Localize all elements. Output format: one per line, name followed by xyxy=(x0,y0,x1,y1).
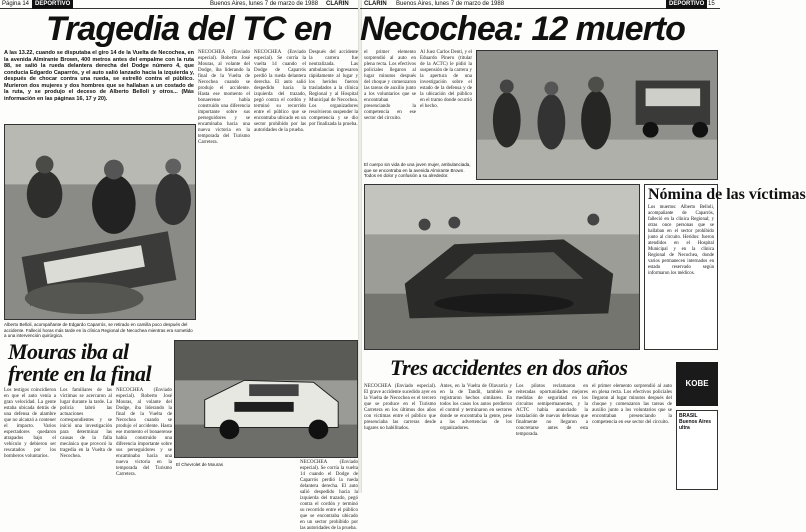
mouras-column-1: Los testigos coincidieron en que el auto venía a gran velocidad. La gente estaba ubicada detrás de una defensa de alambre que no alcanzó a contener el impacto. Varios espectadores quedaron atrapados bajo el vehículo y debieron ser rescatados por los bomberos voluntarios. xyxy=(4,388,56,459)
crash-scene-photo xyxy=(4,124,196,320)
brasil-advertisement: BRASIL Buenos Aires ultra xyxy=(676,410,718,490)
crowd-photo-caption: El cuerpo sin vida de una joven mujer, ambulanciada, que se encontraba en la avenida Almirante Brown. Todos en dolor y confusión a su alrededor. xyxy=(364,162,471,178)
article-column-1: NECOCHEA (Enviado especial). Roberto José Mouras, al volante del Dodge, iba liderando la final de la Vuelta de Necochea cuando se produjo el accidente. Hasta ese momento el bonaerense había construido una diferencia importante sobre sus perseguidores y se encaminaba hacia una nueva victoria en la temporada del Turismo Carretera. xyxy=(198,50,250,145)
right-header-paper: CLARIN xyxy=(364,1,387,7)
crash-photo-caption: Alberto Belloli, acompañante de Edgardo Caparrós, se retirado en camilla poco después del accidente. Falleció horas más tarde en la clínica Regional de Necochea mientras era sometido a una intervención quirúrgica. xyxy=(4,322,193,338)
right-page-header xyxy=(360,0,720,9)
victims-list-title: Nómina de las víctimas xyxy=(648,186,806,203)
left-section-label: DEPORTIVO xyxy=(32,0,73,9)
mouras-column-3: NECOCHEA (Enviado especial). Roberto José Mouras, al volante del Dodge, iba liderando la final de la Vuelta de Necochea cuando se produjo el accidente. Hasta ese momento el bonaerense había construido una diferencia importante sobre sus perseguidores y se encaminaba hacia una nueva victoria en la temporada del Turismo Carretera. xyxy=(116,388,172,477)
victims-list-text: Los muertos: Alberto Belloli, acompañante de Caparrós, falleció en la clínica Regional; y otras once personas que se hallaban en el sector prohibido junto al circuito. Heridos: fueron atendidos en el Hospital Municipal y en la clínica Regional de Necochea, donde varios permanecen internados en estado reservado según informaron los médicos. xyxy=(648,205,714,276)
main-headline-left: Tragedia del TC en xyxy=(46,10,332,48)
tres-accidentes-headline: Tres accidentes en dos años xyxy=(390,355,628,380)
right-page-number: 15 xyxy=(708,1,715,7)
race-car-side-text: NECOCHEA (Enviado especial). Se corría la vuelta 14 cuando el Dodge de Caparrós perdió la rueda delantera derecha. El auto salió despedido hacia la izquierda del trazado, pegó contra el cordón y terminó su recorrido entre el público que se encontraba ubicado en un sector prohibido por las autoridades de la prueba. xyxy=(300,460,358,531)
left-header-date: Buenos Aires, lunes 7 de marzo de 1988 xyxy=(210,1,319,7)
main-headline-right: Necochea: 12 muerto xyxy=(360,10,685,48)
accidents-column-2: Antes, en la Vuelta de Olavarría y en la de Tandil, también se registraron hechos similares. En todos los casos los autos perdieron el control y terminaron en sectores donde se encontraba la gente, pese a las advertencias de los organizadores. xyxy=(440,384,512,431)
race-car-caption: El Chevrolet de Mouras xyxy=(176,462,224,467)
mouras-headline-line1: Mouras iba al xyxy=(8,339,129,364)
left-newspaper-page xyxy=(0,0,360,531)
right-column-1: el primer elemento sorprendió al auto en plena recta. Los efectivos policiales llegaron al lugar minutos después del choque y comenzaron las tareas de auxilio junto a los voluntarios que se encontraban presenciando la competencia en ese sector del circuito. xyxy=(364,50,416,121)
race-car-photo xyxy=(174,340,358,458)
victims-list-box xyxy=(644,184,806,350)
right-newspaper-page xyxy=(360,0,806,493)
kobe-advertisement: KOBE xyxy=(676,362,718,406)
accidents-column-1: NECOCHEA (Enviado especial). El grave accidente sucedido ayer en la Vuelta de Necochea es el tercero que se produce en el Turismo Carretera en los últimos dos años con víctimas entre el público que presenciaba las carreras desde lugares no habilitados. xyxy=(364,384,436,431)
left-page-number: Página 14 xyxy=(2,1,30,7)
right-section-label: DEPORTIVO xyxy=(666,0,707,9)
left-header-paper: CLARIN xyxy=(326,1,349,7)
mouras-headline-line2: frente en la final xyxy=(8,361,152,386)
lead-paragraph: A las 13.22, cuando se disputaba el giro 14 de la Vuelta de Necochea, en la avenida Almirante Brown, 400 metros antes del empalme con la ruta 88, se salió la rueda delantera derecha del Dodge número 4, que conducía Edgardo Caparrós, y el auto salió lanzado hacia la izquierda y, después de chocar contra una rueda, se estrelló contra el público. Murieron dos mujeres y dos hombres que se hallaban a un costado de la ruta, y se produjo el deceso de Alberto Belloli y otros... (Más información en las páginas 16, 17 y 20). xyxy=(4,50,194,102)
crowd-scene-photo xyxy=(476,50,718,180)
article-column-2: NECOCHEA (Enviado especial). Se corría la vuelta 14 cuando el Dodge de Caparrós perdió la rueda delantera derecha. El auto salió despedido hacia la izquierda del trazado, pegó contra el cordón y terminó su recorrido entre el público que se encontraba ubicado en un sector prohibido por las autoridades de la prueba. xyxy=(254,50,306,133)
accidents-column-3: Los pilotos reclamaron en reiteradas oportunidades mejores medidas de seguridad en los circuitos semipermanentes, y la ACTC había anunciado la instalación de nuevas defensas que finalmente no llegaron a concretarse antes de esta temporada. xyxy=(516,384,588,437)
right-column-2: Al Juez Carlos Denti, y el Eduardo Pinero (titular de la ACTC) le pidió la suspensión de la carrera y la apertura de una investigación sobre el estado de la defensa y de la ubicación del público en el tramo donde ocurrió el hecho. xyxy=(420,50,472,109)
accidents-column-4: el primer elemento sorprendió al auto en plena recta. Los efectivos policiales llegaron al lugar minutos después del choque y comenzaron las tareas de auxilio junto a los voluntarios que se encontraban presenciando la competencia en ese sector del circuito. xyxy=(592,384,672,425)
wrecked-car-photo xyxy=(364,184,640,350)
article-column-3: Después del accidente la carrera fue neutralizada. Las ambulancias ingresaron rápidamente al lugar y los heridos fueron trasladados a la clínica Regional y al Hospital Municipal de Necochea. Los organizadores resolvieron suspender la competencia y se dio por finalizada la prueba. xyxy=(309,50,358,127)
mouras-column-2: Los familiares de las víctimas se acercaron al lugar durante la tarde. La policía labró las actuaciones correspondientes y se inició una investigación para determinar las causas de la falla mecánica que provocó la tragedia en la Vuelta de Necochea. xyxy=(60,388,112,459)
right-header-date: Buenos Aires, lunes 7 de marzo de 1988 xyxy=(396,1,505,7)
left-page-header xyxy=(0,0,360,9)
